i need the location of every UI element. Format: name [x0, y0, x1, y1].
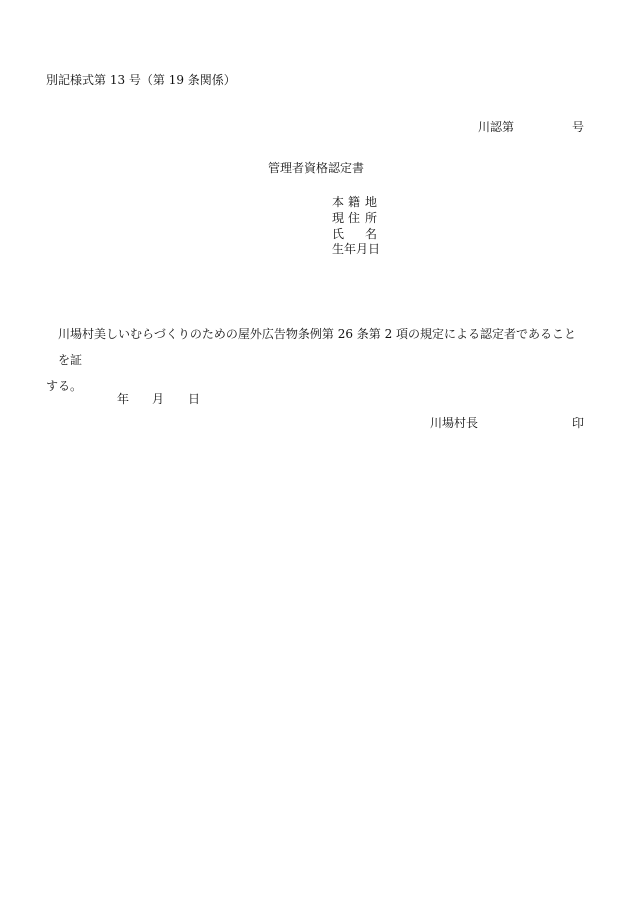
field-label-genjusho	[332, 212, 377, 225]
field-label-char: 現	[332, 211, 345, 225]
field-label-char: 住	[348, 211, 361, 225]
certification-statement	[46, 321, 586, 399]
field-label-char: 名	[365, 227, 378, 241]
field-label-honseki	[332, 196, 377, 209]
statement-line: する。	[46, 379, 83, 393]
certificate-number-suffix: 号	[571, 120, 584, 134]
date-year: 年	[117, 392, 130, 406]
document-title: 管理者資格認定書	[268, 161, 365, 175]
field-label-seinengappi: 生年月日	[332, 242, 381, 256]
date-month: 月	[152, 392, 165, 406]
field-label-char: 氏	[332, 227, 345, 241]
field-label-char: 籍	[348, 195, 361, 209]
field-label-char: 本	[332, 195, 345, 209]
certificate-number-prefix: 川認第	[478, 120, 515, 134]
issuer-signature	[430, 417, 584, 430]
field-label-char: 地	[365, 195, 378, 209]
issuer-name: 川場村長	[430, 416, 479, 430]
field-label-shimei	[332, 228, 377, 241]
field-label-char: 所	[365, 211, 378, 225]
date-day: 日	[188, 392, 201, 406]
issue-date	[117, 393, 199, 406]
seal-mark: 印	[571, 416, 584, 430]
statement-line: 川場村美しいむらづくりのための屋外広告物条例第 26 条第 2 項の規定による認定者であることを証	[58, 327, 577, 367]
form-reference: 別記様式第 13 号（第 19 条関係）	[46, 73, 236, 87]
